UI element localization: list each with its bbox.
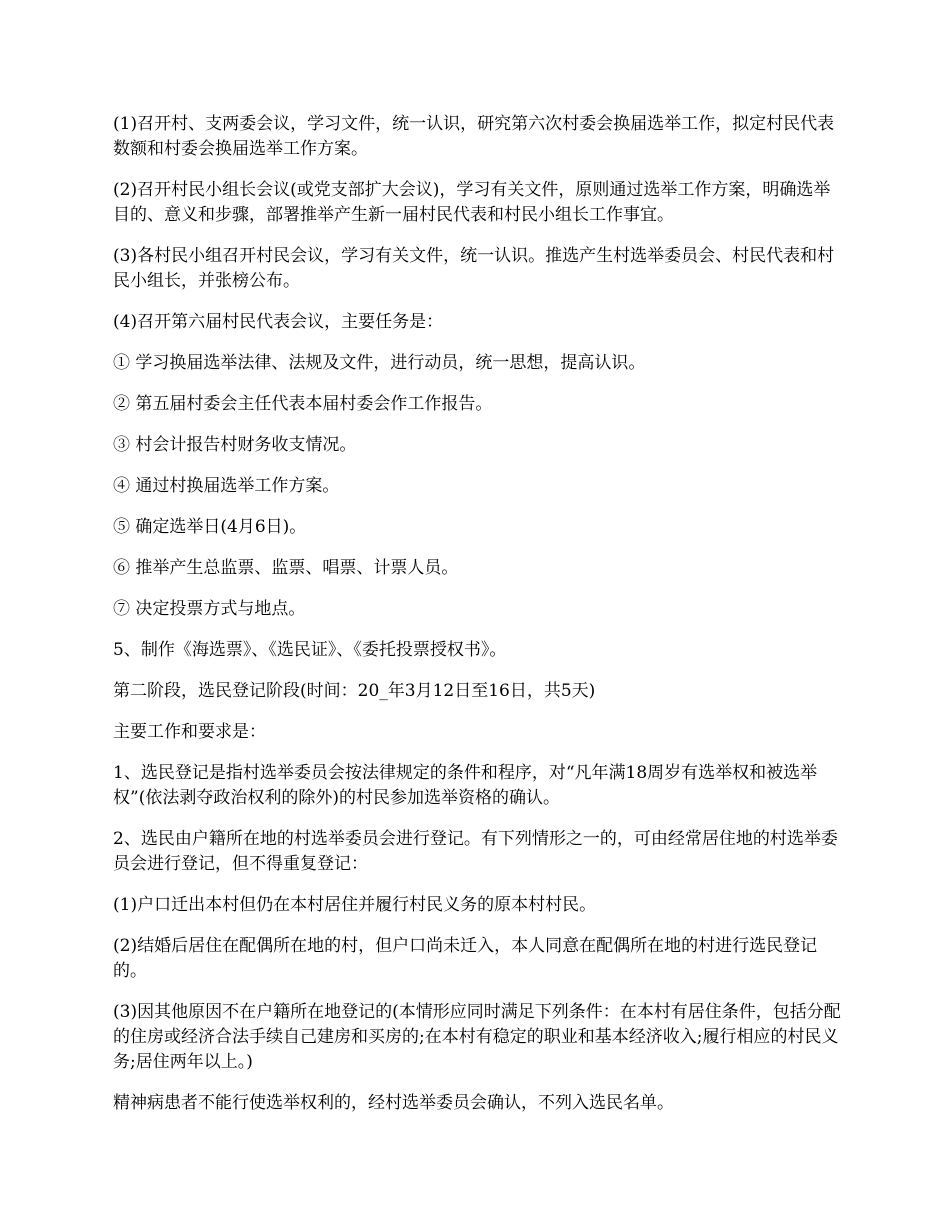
list-item-task-3: ③ 村会计报告村财务收支情况。	[113, 435, 357, 455]
paragraph-exclusion: 精神病患者不能行使选举权利的，经村选举委员会确认，不列入选民名单。	[113, 1093, 674, 1113]
paragraph-step-3: (3)各村民小组召开村民会议，学习有关文件，统一认识。推选产生村选举委员会、村民代表和村民小组长，并张榜公布。	[113, 246, 835, 291]
list-item-task-1: ① 学习换届选举法律、法规及文件，进行动员，统一思想，提高认识。	[113, 353, 646, 373]
paragraph-requirement-1: 1、选民登记是指村选举委员会按法律规定的条件和程序，对“凡年满18周岁有选举权和被选举权”(依法剥夺政治权利的除外)的村民参加选举资格的确认。	[113, 763, 818, 808]
list-item-task-5: ⑤ 确定选举日(4月6日)。	[113, 517, 307, 537]
paragraph-step-4: (4)召开第六届村民代表会议，主要任务是：	[113, 312, 444, 332]
list-item-task-4: ④ 通过村换届选举工作方案。	[113, 476, 340, 496]
document-body	[113, 112, 843, 1132]
paragraph-case-3: (3)因其他原因不在户籍所在地登记的(本情形应同时满足下列条件：在本村有居住条件，包括分配的住房或经济合法手续自己建房和买房的;在本村有稳定的职业和基本经济收入;履行相应的村民义务;居住两年以上。)	[113, 1002, 841, 1072]
list-item-task-7: ⑦ 决定投票方式与地点。	[113, 599, 306, 619]
list-item-task-6: ⑥ 推举产生总监票、监票、唱票、计票人员。	[113, 558, 459, 578]
section-heading-stage-2: 第二阶段，选民登记阶段(时间：20_年3月12日至16日，共5天)	[113, 681, 596, 701]
paragraph-step-2: (2)召开村民小组长会议(或党支部扩大会议)，学习有关文件，原则通过选举工作方案，明确选举目的、意义和步骤，部署推举产生新一届村民代表和村民小组长工作事宜。	[113, 180, 831, 225]
paragraph-requirement-2: 2、选民由户籍所在地的村选举委员会进行登记。有下列情形之一的，可由经常居住地的村选举委员会进行登记，但不得重复登记：	[113, 829, 838, 874]
paragraph-case-2: (2)结婚后居住在配偶所在地的村，但户口尚未迁入，本人同意在配偶所在地的村进行选民登记的。	[113, 936, 818, 981]
paragraph-step-5: 5、制作《海选票》、《选民证》、《委托投票授权书》。	[113, 640, 507, 660]
paragraph-case-1: (1)户口迁出本村但仍在本村居住并履行村民义务的原本村村民。	[113, 895, 597, 915]
paragraph-requirements-intro: 主要工作和要求是：	[113, 722, 266, 742]
paragraph-step-1: (1)召开村、支两委会议，学习文件，统一认识，研究第六次村委会换届选举工作，拟定村民代表数额和村委会换届选举工作方案。	[113, 114, 835, 159]
list-item-task-2: ② 第五届村委会主任代表本届村委会作工作报告。	[113, 394, 493, 414]
